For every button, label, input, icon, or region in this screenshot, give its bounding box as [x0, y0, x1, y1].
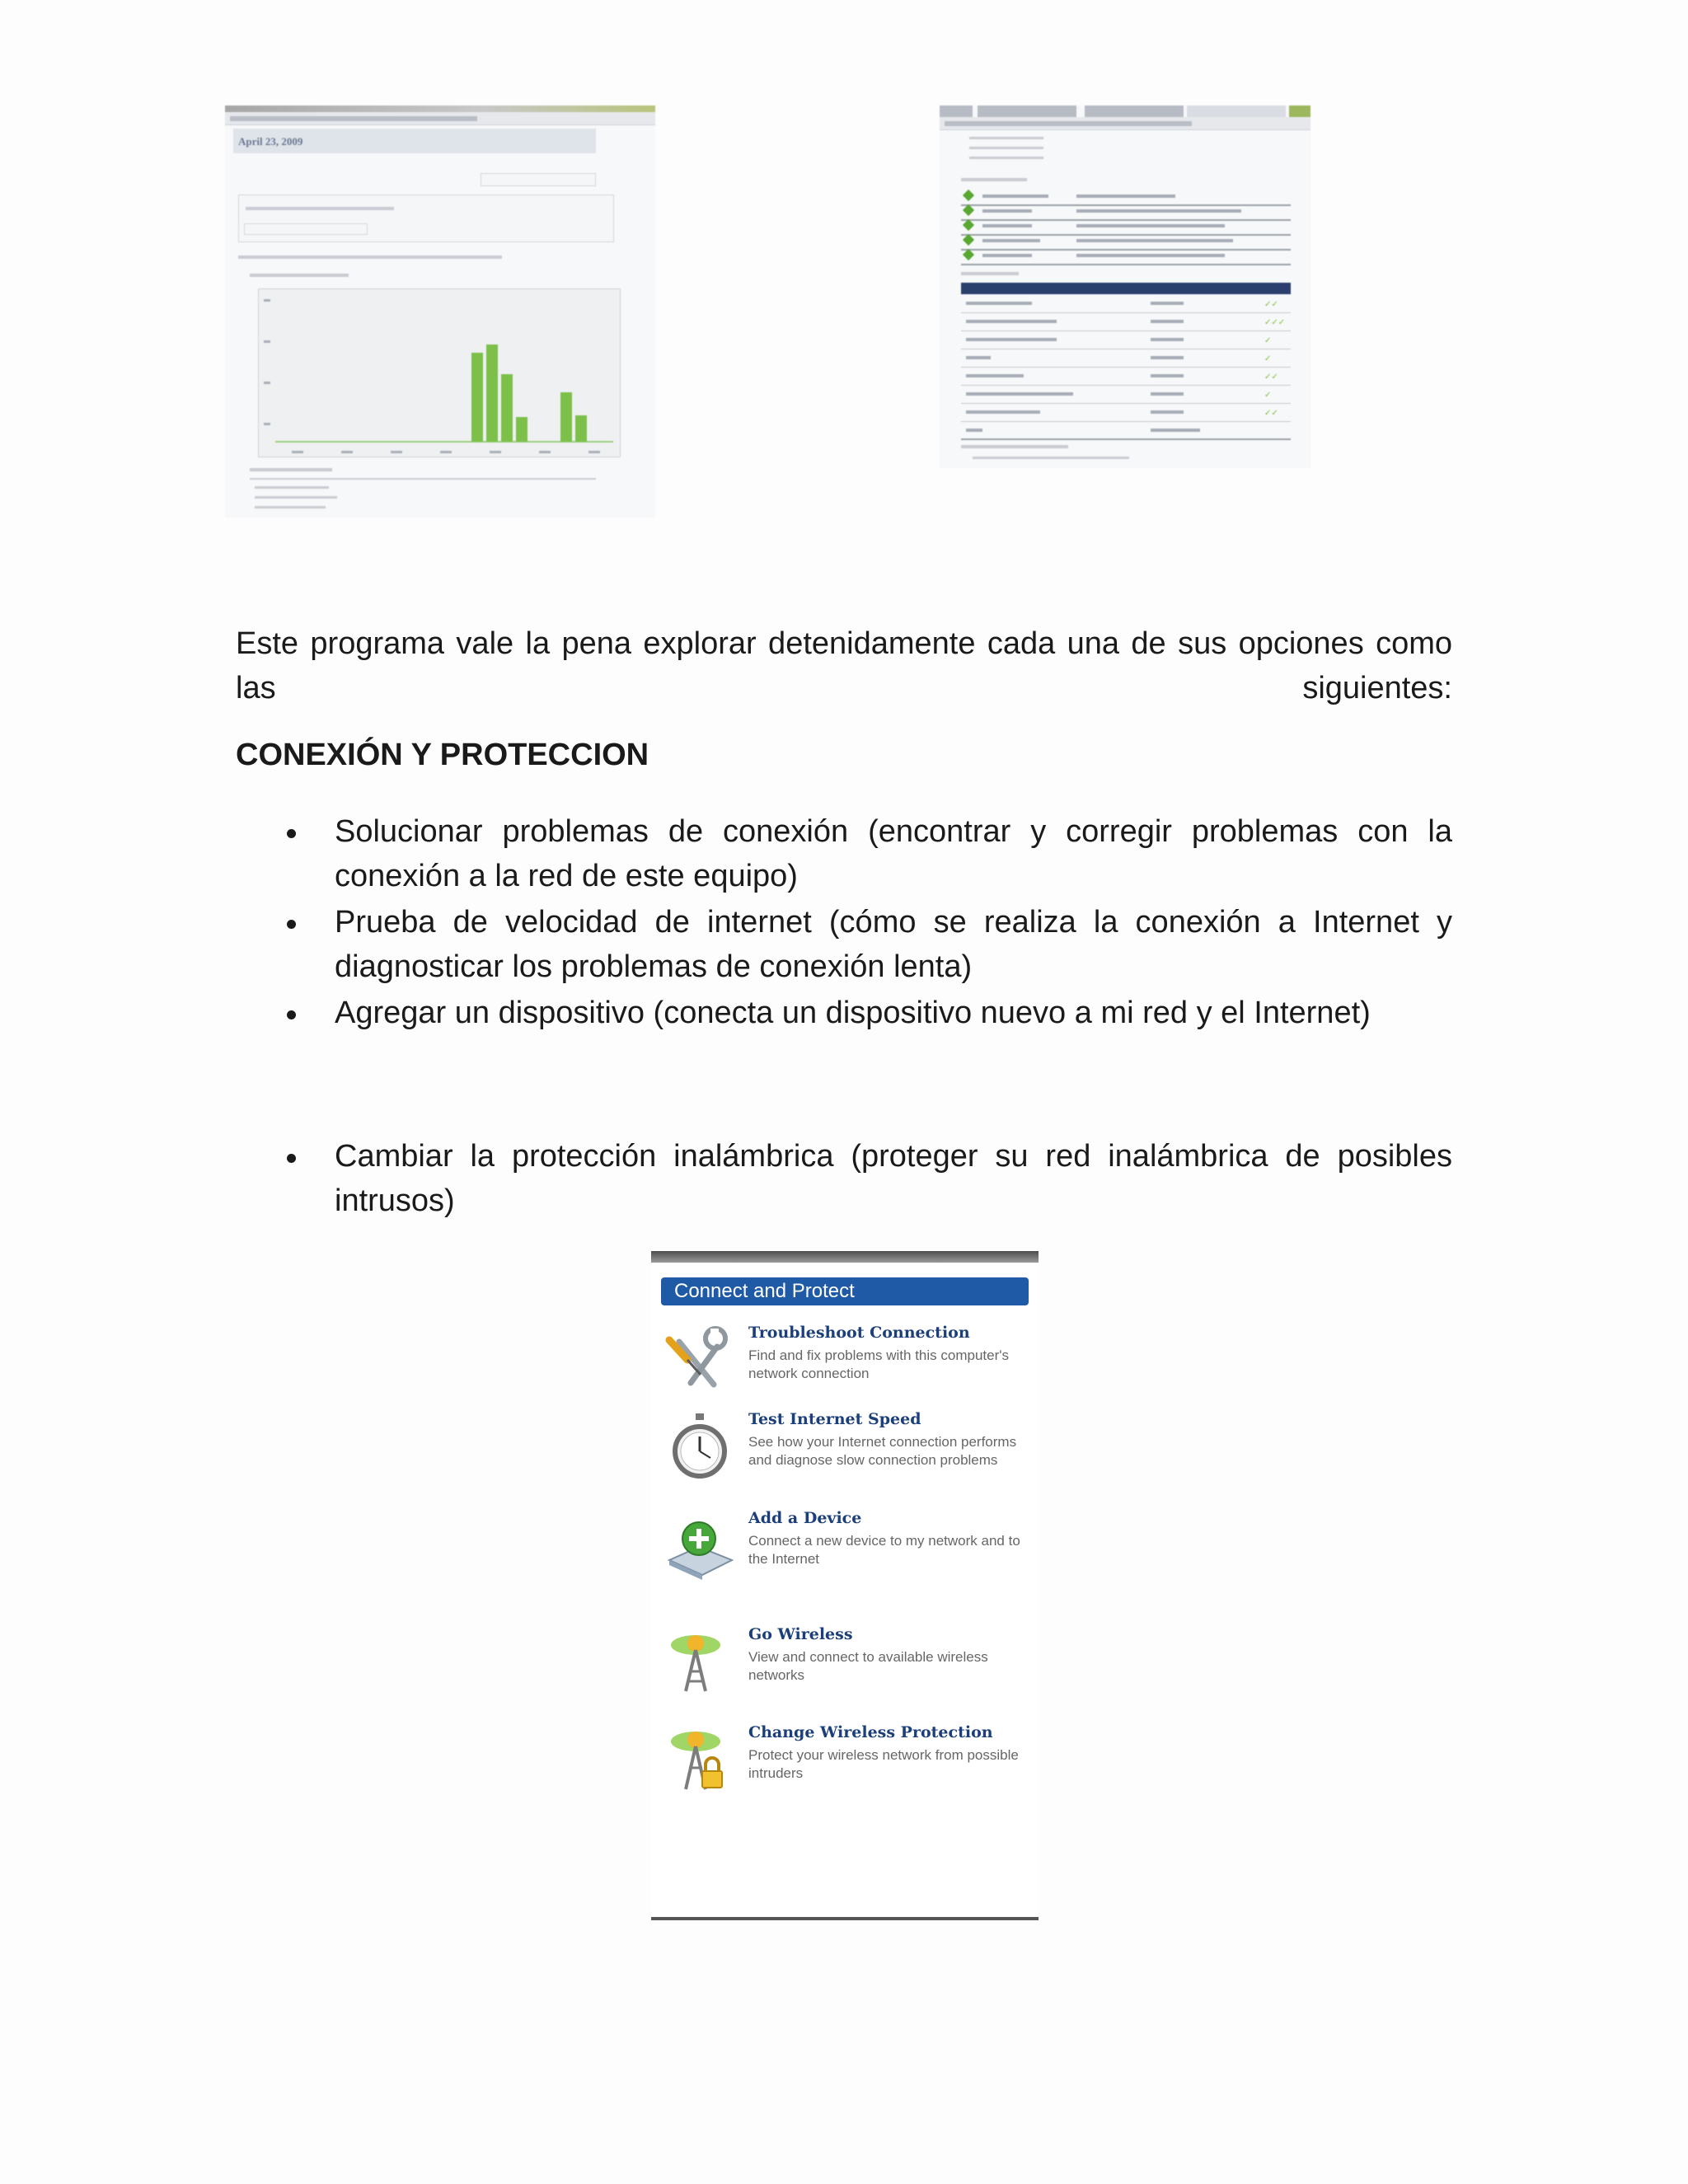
bullet-dot [287, 920, 296, 929]
usage-report-screenshot [225, 105, 655, 518]
troubleshoot-connection-item[interactable] [663, 1324, 1034, 1398]
item-description: Connect a new device to my network and to the Internet [748, 1533, 1020, 1567]
bullet-item: Cambiar la protección inalámbrica (proteger su red inalámbrica de posibles intrusos) [236, 1134, 1452, 1223]
program-table-header [961, 283, 1291, 294]
bullet-list-2 [236, 1134, 1452, 1223]
browser-address-bar [225, 112, 655, 125]
add-a-device-item[interactable] [663, 1509, 1034, 1583]
item-title[interactable]: Go Wireless [748, 1625, 853, 1643]
report-date-banner [233, 129, 596, 153]
panel-top-bar [651, 1251, 1039, 1263]
computer-health-screenshot: ✓✓ ✓✓✓ ✓ ✓ ✓✓ ✓ ✓✓ [940, 105, 1311, 468]
item-title[interactable]: Troubleshoot Connection [748, 1324, 970, 1342]
bullet-item: Solucionar problemas de conexión (encontrar y corregir problemas con la conexión a la red de este equipo) [236, 809, 1452, 898]
panel-bottom-rule [651, 1917, 1039, 1920]
daily-usage-heading [238, 255, 502, 259]
device-selector-panel [238, 194, 614, 242]
browser-address-bar-2 [940, 117, 1311, 130]
item-description: See how your Internet connection performs and diagnose slow connection problems [748, 1434, 1017, 1468]
bullet-dot [287, 829, 296, 838]
computer-health-heading [961, 178, 1027, 181]
item-title[interactable]: Test Internet Speed [748, 1410, 921, 1428]
wireless-tower-icon [663, 1625, 737, 1699]
intro-paragraph: Este programa vale la pena explorar detenidamente cada una de sus opciones como las siguientes: [236, 626, 1452, 705]
item-title[interactable]: Change Wireless Protection [748, 1723, 993, 1741]
item-description: Find and fix problems with this computer's network connection [748, 1347, 1009, 1381]
language-select [481, 173, 596, 186]
bullet-dot [287, 1154, 296, 1163]
bullet-item: Prueba de velocidad de internet (cómo se realiza la conexión a Internet y diagnosticar los problemas de conexión lenta) [236, 900, 1452, 989]
connect-and-protect-panel [651, 1251, 1039, 1920]
item-description: Protect your wireless network from possible intruders [748, 1747, 1019, 1781]
wrench-screwdriver-icon [663, 1324, 737, 1398]
report-date: April 23, 2009 [238, 135, 303, 148]
bullet-dot [287, 1010, 296, 1019]
browser-usage-heading [250, 468, 332, 471]
bullet-item: Agregar un dispositivo (conecta un dispositivo nuevo a mi red y el Internet) [236, 991, 1452, 1035]
section-heading: CONEXIÓN Y PROTECCION [236, 738, 649, 772]
item-description: View and connect to available wireless networks [748, 1649, 988, 1683]
usage-bar-chart [258, 288, 621, 457]
stopwatch-icon [663, 1410, 737, 1484]
change-wireless-protection-item[interactable] [663, 1723, 1034, 1797]
programs-added-heading [961, 445, 1068, 448]
add-device-icon [663, 1509, 737, 1583]
go-wireless-item[interactable] [663, 1625, 1034, 1699]
test-internet-speed-item[interactable] [663, 1410, 1034, 1501]
wireless-lock-icon [663, 1723, 737, 1797]
browser-tab-bar [225, 105, 655, 112]
chart-title [250, 274, 349, 277]
panel-header: Connect and Protect [661, 1277, 1029, 1305]
bullet-list [236, 809, 1452, 1035]
item-title[interactable]: Add a Device [748, 1509, 862, 1527]
program-usage-heading [961, 272, 1019, 275]
